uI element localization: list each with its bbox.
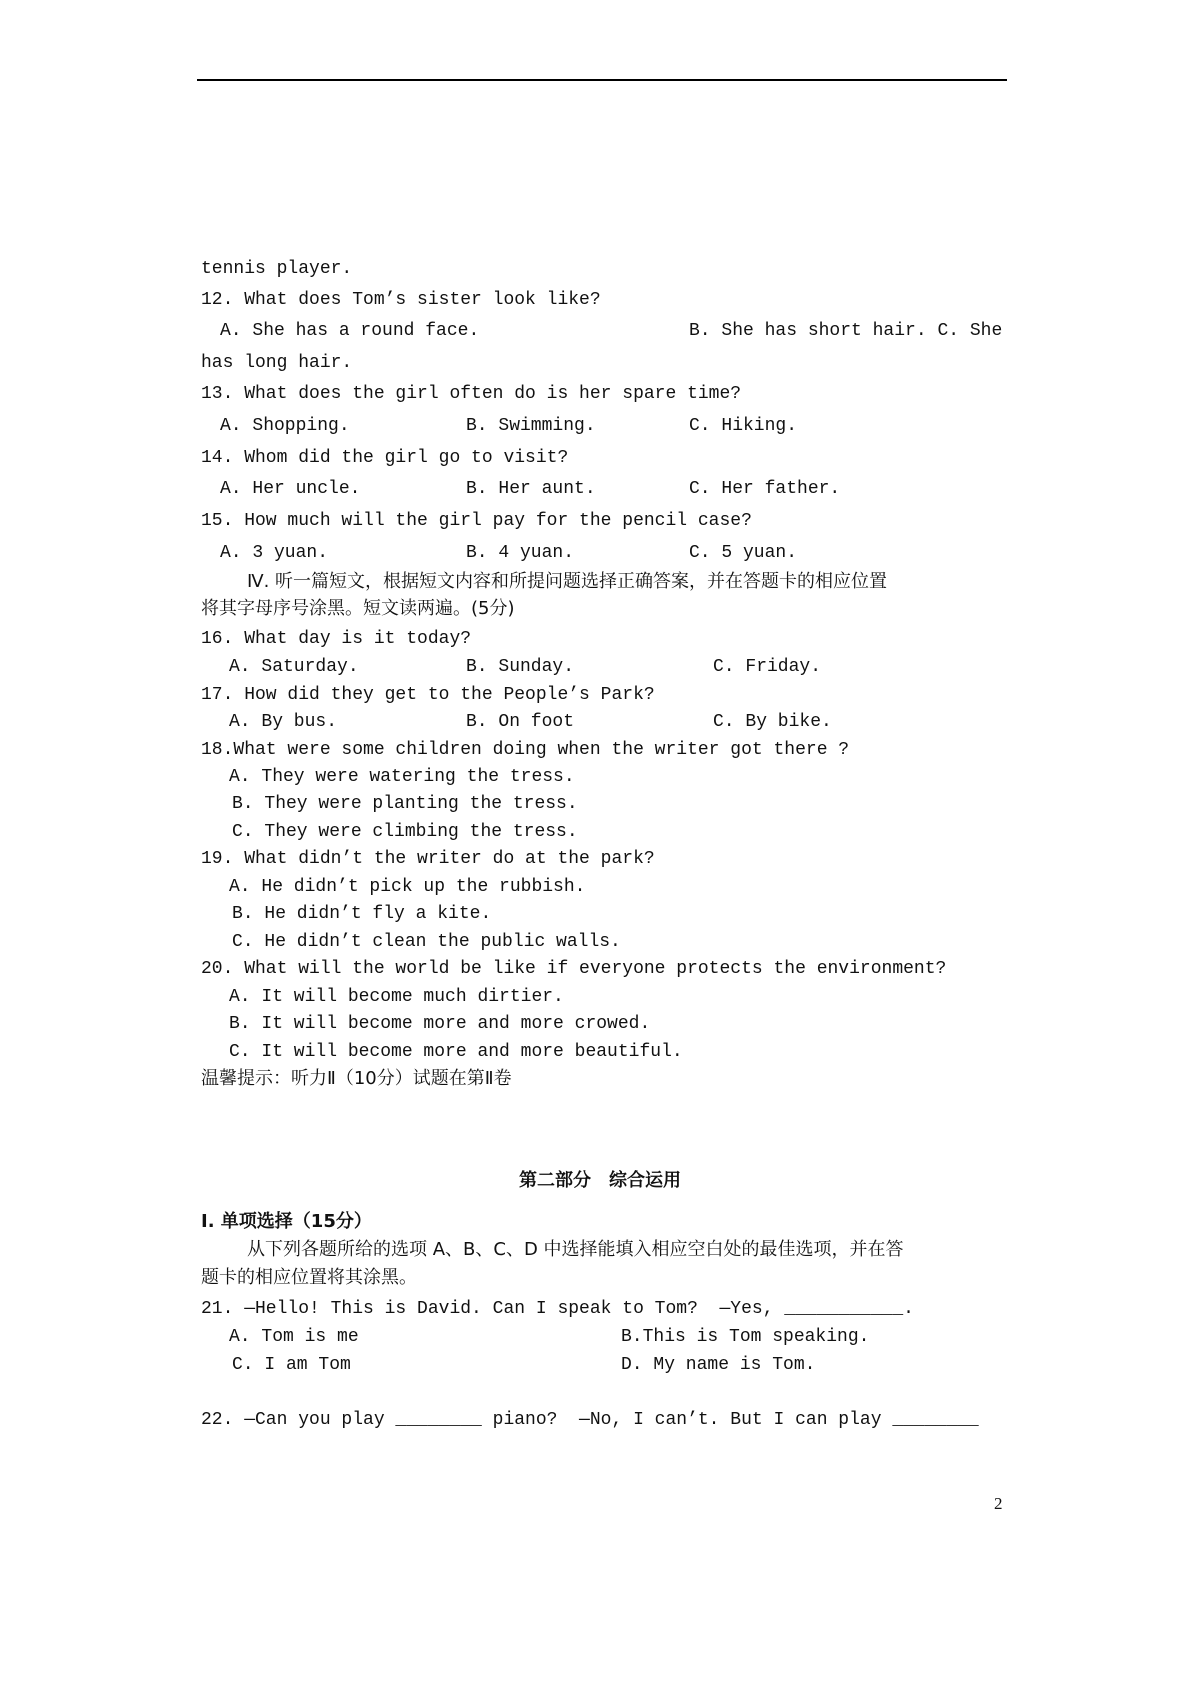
text-line-l34a: A. Tom is me [229,1327,359,1347]
text-line-l16a: A. By bus. [229,712,338,732]
text-line-l29: 温馨提示：听力Ⅱ（10分）试题在第Ⅱ卷 [201,1068,512,1089]
text-line-l35b: D. My name is Tom. [621,1355,816,1375]
section-heading: 第二部分 综合运用 [519,1170,681,1191]
text-line-l36: 22. —Can you play ________ piano? —No, I can’t. But I can play ________ [201,1410,979,1430]
text-line-l34b: B.This is Tom speaking. [621,1327,870,1347]
text-line-l1: tennis player. [201,259,353,279]
text-line-l14a: A. Saturday. [229,657,359,677]
text-line-l3b: B. She has short hair. C. She [689,321,1003,341]
text-line-l33: 21. —Hello! This is David. Can I speak to Tom? —Yes, ___________. [201,1299,914,1319]
text-line-l6c: C. Hiking. [689,416,798,436]
text-line-l9: 15. How much will the girl pay for the pencil case? [201,511,752,531]
text-line-l10c: C. 5 yuan. [689,543,798,563]
text-line-l15: 17. How did they get to the People’s Park? [201,685,655,705]
text-line-l24: C. He didn’t clean the public walls. [232,932,621,952]
text-line-l8b: B. Her aunt. [466,479,596,499]
text-line-l12: 将其字母序号涂黑。短文读两遍。(5分) [201,598,515,619]
text-line-l16c: C. By bike. [713,712,832,732]
text-line-l3a: A. She has a round face. [220,321,480,341]
text-line-l28: C. It will become more and more beautiful. [229,1042,683,1062]
text-line-l14b: B. Sunday. [466,657,575,677]
text-line-l8c: C. Her father. [689,479,841,499]
text-line-l14c: C. Friday. [713,657,822,677]
text-line-l26: A. It will become much dirtier. [229,987,564,1007]
text-line-l8a: A. Her uncle. [220,479,361,499]
text-line-l11: Ⅳ. 听一篇短文，根据短文内容和所提问题选择正确答案，并在答题卡的相应位置 [247,571,888,592]
text-line-l30: I. 单项选择（15分） [201,1211,372,1232]
text-line-l16b: B. On foot [466,712,575,732]
text-line-l19: B. They were planting the tress. [232,794,578,814]
text-line-l10b: B. 4 yuan. [466,543,575,563]
text-line-l6b: B. Swimming. [466,416,596,436]
text-line-l23: B. He didn’t fly a kite. [232,904,492,924]
text-line-l6a: A. Shopping. [220,416,350,436]
text-line-l22: A. He didn’t pick up the rubbish. [229,877,586,897]
text-line-l35a: C. I am Tom [232,1355,351,1375]
header-rule [197,79,1007,81]
text-line-l31: 从下列各题所给的选项 A、B、C、D 中选择能填入相应空白处的最佳选项，并在答 [247,1239,904,1260]
page-number: 2 [994,1494,1003,1513]
text-line-l7: 14. Whom did the girl go to visit? [201,448,569,468]
text-line-l27: B. It will become more and more crowed. [229,1014,651,1034]
text-line-l10a: A. 3 yuan. [220,543,329,563]
text-line-l2: 12. What does Tom’s sister look like? [201,290,601,310]
text-line-l17: 18.What were some children doing when the writer got there ? [201,740,850,760]
text-line-l21: 19. What didn’t the writer do at the park? [201,849,655,869]
text-line-l18: A. They were watering the tress. [229,767,575,787]
text-line-l32: 题卡的相应位置将其涂黑。 [201,1267,417,1288]
text-line-l4: has long hair. [201,353,353,373]
text-line-l20: C. They were climbing the tress. [232,822,578,842]
text-line-l5: 13. What does the girl often do is her spare time? [201,384,742,404]
text-line-l25: 20. What will the world be like if everyone protects the environment? [201,959,947,979]
text-line-l13: 16. What day is it today? [201,629,472,649]
